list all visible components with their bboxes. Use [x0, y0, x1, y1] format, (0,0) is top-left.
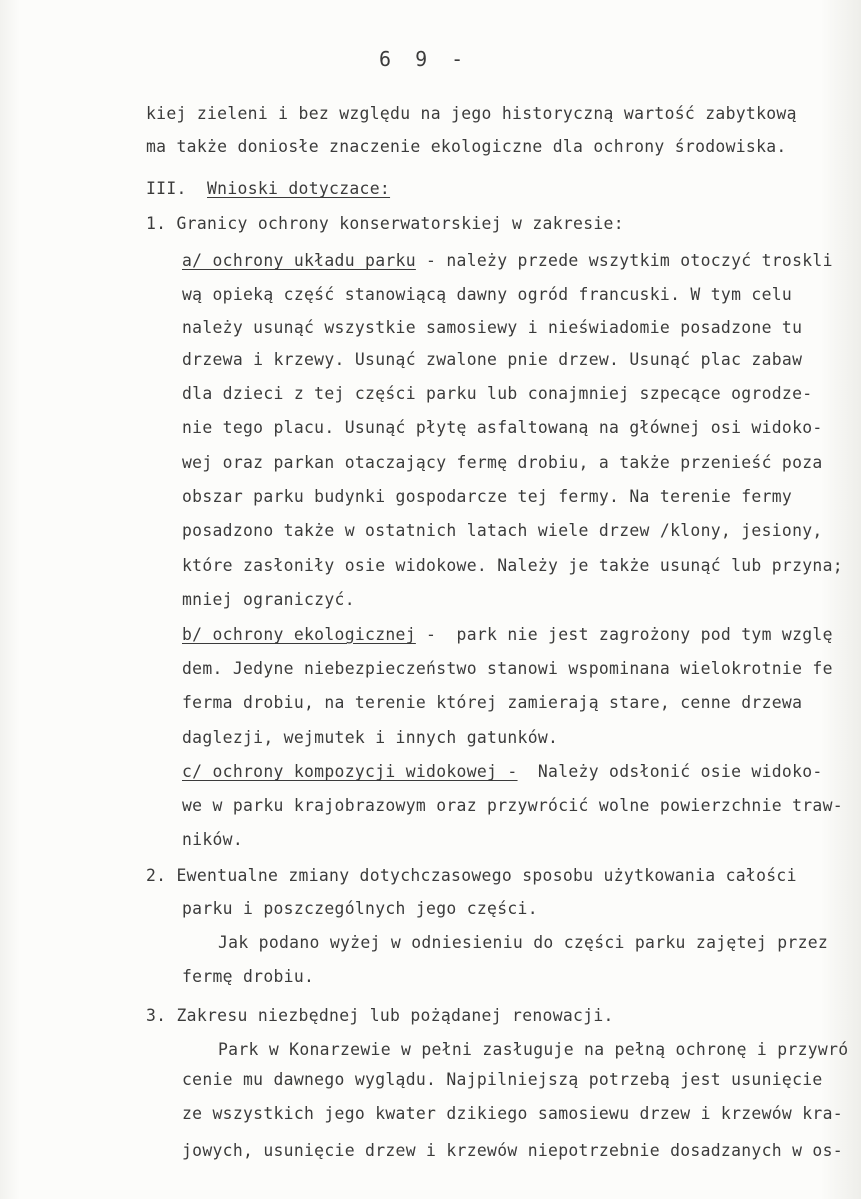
text-line: 1. Granicy ochrony konserwatorskiej w zakresie: — [146, 214, 624, 233]
text-line — [182, 251, 833, 271]
text-line: fermę drobiu. — [182, 967, 315, 986]
text-line — [146, 179, 390, 199]
text-line: cenie mu dawnego wyglądu. Najpilniejszą potrzebą jest usunięcie — [182, 1070, 823, 1089]
text-line: kiej zieleni i bez względu na jego historyczną wartość zabytkową — [146, 104, 797, 123]
text-line: drzewa i krzewy. Usunąć zwalone pnie drzew. Usunąć plac zabaw — [182, 350, 803, 369]
text-line: dem. Jedyne niebezpieczeństwo stanowi wspominana wielokrotnie fe — [182, 659, 833, 678]
text-line: Jak podano wyżej w odniesieniu do części parku zajętej przez — [218, 933, 829, 952]
underlined-heading: b/ ochrony ekologicznej — [182, 625, 416, 644]
text-line: ników. — [182, 830, 244, 849]
text-line: jowych, usunięcie drzew i krzewów niepotrzebnie dosadzanych w os- — [182, 1141, 843, 1160]
underlined-heading: c/ ochrony kompozycji widokowej - — [182, 762, 518, 781]
text-line: daglezji, wejmutek i innych gatunków. — [182, 728, 559, 747]
text-line: posadzono także w ostatnich latach wiele drzew /klony, jesiony, — [182, 521, 823, 540]
text-segment: - należy przede wszytkim otoczyć troskli — [415, 251, 833, 270]
text-line: mniej ograniczyć. — [182, 590, 355, 609]
text-segment: III. — [146, 179, 208, 198]
underlined-heading: Wnioski dotyczace: — [207, 179, 391, 198]
text-line: ferma drobiu, na terenie której zamierają stare, cenne drzewa — [182, 693, 803, 712]
text-line: dla dzieci z tej części parku lub conajmniej szpecące ogrodze- — [182, 384, 813, 403]
text-segment: Należy odsłonić osie widoko- — [517, 762, 823, 781]
text-line: parku i poszczególnych jego części. — [182, 899, 538, 918]
text-segment: - park nie jest zagrożony pod tym wzglę — [415, 625, 833, 644]
text-line — [182, 625, 833, 645]
text-line: ze wszystkich jego kwater dzikiego samosiewu drzew i krzewów kra- — [182, 1104, 843, 1123]
text-line: należy usunąć wszystkie samosiewy i nieświadomie posadzone tu — [182, 318, 803, 337]
text-line: we w parku krajobrazowym oraz przywrócić wolne powierzchnie traw- — [182, 796, 843, 815]
text-line: obszar parku budynki gospodarcze tej fermy. Na terenie fermy — [182, 487, 793, 506]
underlined-heading: a/ ochrony układu parku — [182, 251, 416, 270]
text-line: wą opieką część stanowiącą dawny ogród francuski. W tym celu — [182, 285, 793, 304]
text-line — [182, 762, 823, 782]
text-line: ma także doniosłe znaczenie ekologiczne dla ochrony środowiska. — [146, 137, 787, 156]
text-line: Park w Konarzewie w pełni zasługuje na pełną ochronę i przywró — [218, 1040, 849, 1059]
text-line: wej oraz parkan otaczający fermę drobiu, a także przenieść poza — [182, 453, 823, 472]
text-line: które zasłoniły osie widokowe. Należy je także usunąć lub przyna; — [182, 556, 843, 575]
text-line: nie tego placu. Usunąć płytę asfaltowaną na głównej osi widoko- — [182, 418, 823, 437]
text-line: 3. Zakresu niezbędnej lub pożądanej renowacji. — [146, 1006, 614, 1025]
page-number: 6 9 - — [379, 47, 470, 71]
text-line: 2. Ewentualne zmiany dotychczasowego sposobu użytkowania całości — [146, 866, 797, 885]
